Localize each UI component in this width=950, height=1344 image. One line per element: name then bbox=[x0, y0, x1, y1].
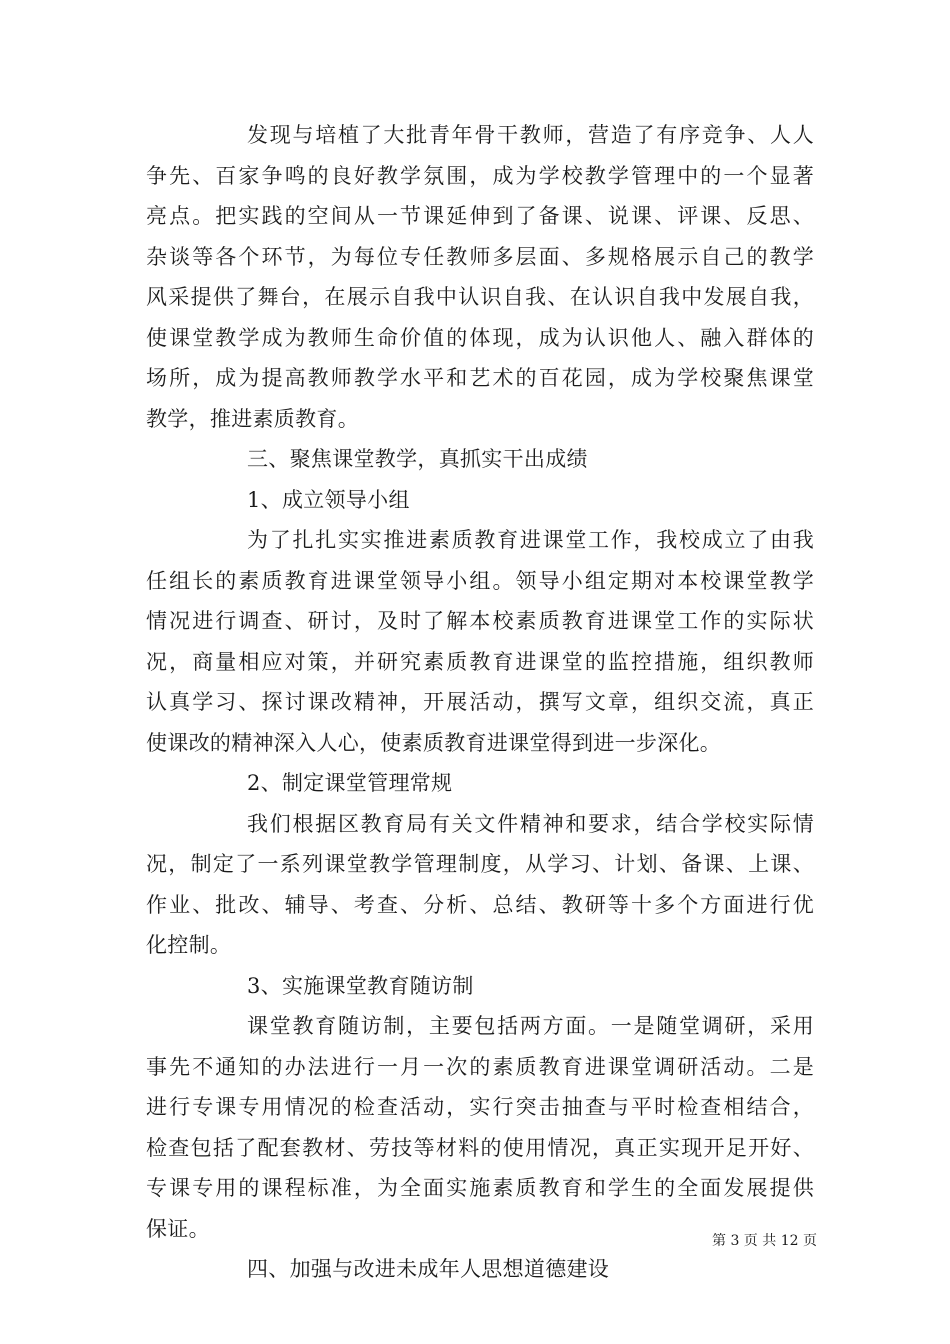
subsection-heading: 2、制定课堂管理常规 bbox=[247, 771, 453, 795]
paragraph-line: 杂谈等各个环节，为每位专任教师多层面、多规格展示自己的教学 bbox=[146, 244, 814, 269]
section-heading: 三、聚焦课堂教学，真抓实干出成绩 bbox=[247, 447, 588, 471]
paragraph-line: 进行专课专用情况的检查活动，实行突击抽查与平时检查相结合， bbox=[146, 1095, 814, 1119]
paragraph-line: 专课专用的课程标准，为全面实施素质教育和学生的全面发展提供 bbox=[146, 1176, 814, 1200]
paragraph-line: 使课改的精神深入人心，使素质教育进课堂得到进一步深化。 bbox=[146, 730, 722, 755]
paragraph-line: 任组长的素质教育进课堂领导小组。领导小组定期对本校课堂教学 bbox=[146, 568, 814, 593]
page-number: 第 3 页 共 12 页 bbox=[712, 1233, 817, 1249]
document-body bbox=[146, 115, 814, 1290]
paragraph-line: 场所，成为提高教师教学水平和艺术的百花园，成为学校聚焦课堂 bbox=[146, 366, 814, 390]
paragraph-line: 为了扎扎实实推进素质教育进课堂工作，我校成立了由我 bbox=[247, 528, 814, 552]
subsection-heading: 1、成立领导小组 bbox=[247, 487, 410, 512]
paragraph-line: 情况进行调查、研讨，及时了解本校素质教育进课堂工作的实际状 bbox=[146, 609, 814, 633]
paragraph-line: 我们根据区教育局有关文件精神和要求，结合学校实际情 bbox=[247, 811, 814, 836]
paragraph-line: 亮点。把实践的空间从一节课延伸到了备课、说课、评课、反思、 bbox=[146, 204, 814, 228]
paragraph-line: 检查包括了配套教材、劳技等材料的使用情况，真正实现开足开好、 bbox=[146, 1135, 814, 1160]
paragraph-line: 化控制。 bbox=[146, 933, 232, 957]
paragraph-line: 风采提供了舞台，在展示自我中认识自我、在认识自我中发展自我， bbox=[146, 285, 814, 309]
paragraph-line: 况，制定了一系列课堂教学管理制度，从学习、计划、备课、上课、 bbox=[146, 852, 814, 876]
paragraph-line: 作业、批改、辅导、考查、分析、总结、教研等十多个方面进行优 bbox=[146, 892, 814, 917]
paragraph-line: 事先不通知的办法进行一月一次的素质教育进课堂调研活动。二是 bbox=[146, 1054, 814, 1079]
paragraph-line: 况，商量相应对策，并研究素质教育进课堂的监控措施，组织教师 bbox=[146, 649, 814, 674]
paragraph-line: 发现与培植了大批青年骨干教师，营造了有序竞争、人人 bbox=[247, 123, 814, 147]
paragraph-line: 课堂教育随访制，主要包括两方面。一是随堂调研，采用 bbox=[247, 1014, 814, 1038]
section-heading: 四、加强与改进未成年人思想道德建设 bbox=[247, 1257, 610, 1281]
paragraph-line: 保证。 bbox=[146, 1216, 210, 1241]
subsection-heading: 3、实施课堂教育随访制 bbox=[247, 973, 474, 998]
paragraph-line: 争先、百家争鸣的良好教学氛围，成为学校教学管理中的一个显著 bbox=[146, 163, 814, 188]
paragraph-line: 认真学习、探讨课改精神，开展活动，撰写文章，组织交流，真正 bbox=[146, 690, 814, 714]
paragraph-line: 教学，推进素质教育。 bbox=[146, 406, 359, 431]
paragraph-line: 使课堂教学成为教师生命价值的体现，成为认识他人、融入群体的 bbox=[146, 325, 814, 350]
